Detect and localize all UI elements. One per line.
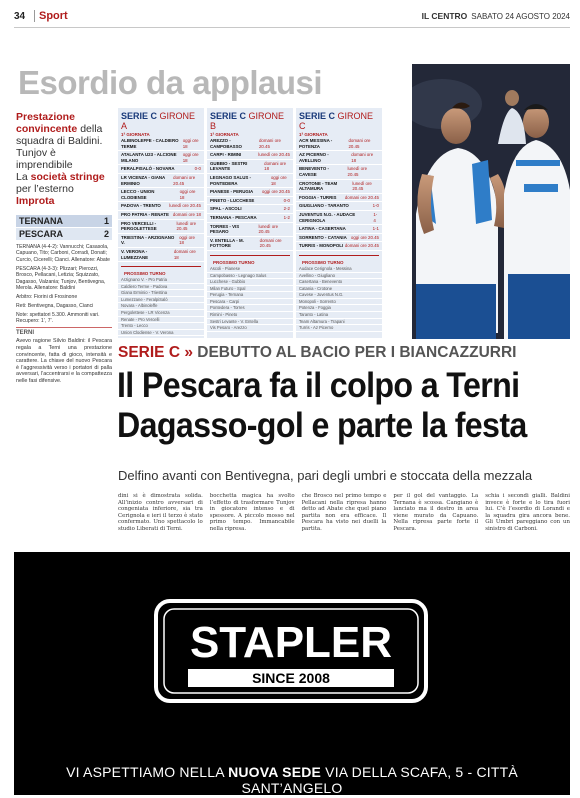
match-teams: LR VICENZA - GIANA ERMINIO [121,174,166,186]
match-result: lunedì ore 20.45 [169,203,201,209]
kicker-series: SERIE C » [118,344,193,361]
next-round-match: Monopoli - Sorrento [296,299,382,306]
match-row [118,138,204,149]
lead-block [16,111,112,207]
match-result: 0-0 [194,166,201,172]
match-result: lunedì ore 20.45 [258,152,290,158]
match-row [207,175,293,186]
match-row [296,235,382,241]
match-separator [207,195,293,197]
match-separator [207,221,293,223]
article-column: dini si è dimostrata solida. All’inizio contro avversari di congeniata inferiore, sia tra Cerignola e ieri il terzo è stato confermato. Uno spettacolo lo studio Liberati di Terni. [118,493,203,532]
score-row-away [16,228,112,240]
match-separator [296,223,382,225]
match-result: oggi ore 20.45 [261,189,290,195]
match-row [118,212,204,218]
next-round-match: Giana Erminio - Triestina [118,290,204,297]
match-row [118,152,204,163]
match-teams: ACR MESSINA - POTENZA [299,138,333,149]
match-separator [118,149,204,151]
match-result: domani ore 20.45 [344,194,379,200]
match-result: domani ore 20.45 [259,237,282,249]
match-row [296,181,382,192]
home-team: TERNANA [19,216,63,226]
match-separator [118,163,204,165]
match-separator [118,218,204,220]
match-row [207,238,293,249]
match-separator [118,186,204,188]
next-round-match: Avellino - Giugliano [296,273,382,280]
next-round-match: Rimini - Pineto [207,312,293,319]
match-separator [118,209,204,211]
match-result: domani ore 20.45 [344,243,379,249]
match-separator [296,240,382,242]
match-result: oggi ore 18 [179,234,195,246]
kicker-text: DEBUTTO AL BACIO PER I BIANCAZZURRI [197,344,517,361]
match-separator [207,235,293,237]
match-separator [296,178,382,180]
next-round-match: Perugia - Ternana [207,292,293,299]
paper-name: IL CENTRO [421,11,468,21]
headline-line-1: Il Pescara fa il colpo a Terni [117,366,520,405]
match-separator [118,172,204,174]
match-separator [118,200,204,202]
match-teams: AREZZO - CAMPOBASSO [210,138,242,149]
lead-text-1: della squadra di Baldini. Tunjov è imprendibile [16,123,103,171]
match-result: domani ore 20.45 [348,138,371,149]
series-label: SERIE C [121,111,158,121]
next-round-match: Pontedera - Torres [207,305,293,312]
match-separator [207,149,293,151]
headline-line-2: Dagasso-gol e parte la festa [117,406,527,445]
match-row [118,249,204,260]
match-teams: PINETO - LUCCHESE [210,197,255,203]
next-round-match: Union Clodiense - V. Verona [118,330,204,337]
girone-label: GIRONE A [121,111,196,131]
match-teams: ATALANTA U23 - ALCIONE MILANO [121,152,177,163]
match-result: oggi ore 20.45 [350,234,379,240]
match-row [118,221,204,232]
match-row [296,166,382,177]
match-result: lunedì ore 20.45 [352,180,372,192]
paper-info [422,11,570,21]
match-separator [207,212,293,214]
next-round-match: Pescara - Carpi [207,299,293,306]
left-body-text: Avevo ragione Silvio Baldini: il Pescara regala a Terni una prestazione convincente, fatta di gioco, intensità e carattere. La chiave del nuovo Pescara è l’aggressività verso i portatori di palla avversari, l’accentrarsi e la compattezza nelle fasi difensive. [16,338,112,385]
next-round-title: PROSSIMO TURNO [299,255,379,266]
article-column: che Brosco nel primo tempo e Pellacani nella ripresa hanno detto ad Abate che quel piano partita non era efficace. Il Pescara ha visto nei duelli la partita. [301,493,387,532]
round-label: 1ª GIORNATA [210,132,239,137]
ad-tag-post: VIA DELLA SCAFA, 5 - CITTÀ SANT’ANGELO [241,764,518,796]
article-column: bocchetta magica ha svolto l’effetto di trasformare Tunjov in giocatore intenso e di spessore. A piccolo mosso nel primo tempo. Immancabile nella ripresa. [209,493,295,532]
match-teams: FOGGIA - TURRIS [299,194,337,200]
next-round-match: Vis Pesaro - Arezzo [207,325,293,332]
match-row [296,138,382,149]
girone-box [118,108,204,338]
match-photo [412,64,570,339]
away-goals: 2 [103,229,109,239]
article-column: schia i secondi gialli. Baldini invece è forte e lo tira fuori lui. C’è l’esordio di Lorandi e la squadra gira ancora bene. Gli Umbri pareggiano con un sinistro di Carboni. [485,493,570,532]
match-result: 0-0 [283,197,290,203]
match-teams: CARPI - RIMINI [210,152,242,158]
ad-brand: STAPLER [189,618,393,667]
match-result: 1-1 [372,226,379,232]
match-result: lunedì ore 20.45 [347,166,368,177]
match-separator [296,232,382,234]
match-separator [118,246,204,248]
scoreboard [16,215,112,240]
match-result: lunedì ore 20.45 [176,220,197,232]
match-separator [207,203,293,205]
match-result: lunedì ore 20.45 [258,223,279,235]
article-kicker [118,344,516,362]
next-round-match: Arzignano V. - Pro Patria [118,277,204,284]
next-round-match: Ascoli - Pianese [207,266,293,273]
ad-tag-pre: VI ASPETTIAMO NELLA [66,764,224,780]
score-row-home [16,215,112,227]
match-separator [296,209,382,211]
article-columns [118,493,570,533]
match-separator [296,249,382,251]
match-separator [296,149,382,151]
match-separator [207,186,293,188]
lead-text-2a: La [16,171,28,183]
ad-since: SINCE 2008 [252,670,330,686]
section-label: Sport [34,10,68,22]
match-row [118,235,204,246]
next-round-match: Milan Futuro - Spal [207,286,293,293]
match-result: domani ore 18 [172,211,201,217]
match-row [296,212,382,223]
match-result: oggi ore 18 [179,189,196,200]
advertisement[interactable] [14,552,570,795]
match-teams: TORRES - VIS PESARO [210,223,240,235]
tabellino-line: Reti: Bentivegna, Dagasso, Cianci [16,302,94,309]
girone-header [118,108,204,131]
girone-header [207,108,293,131]
match-result: 2-2 [283,206,290,212]
match-teams: PADOVA - TRENTO [121,203,161,209]
page-number: 34 [14,11,26,22]
lead-highlight-2: società stringe [30,171,105,183]
match-row [296,243,382,249]
match-separator [296,192,382,194]
ad-tag-bold: NUOVA SEDE [228,764,322,780]
series-label: SERIE C [210,111,247,121]
match-result: domani ore 18 [264,160,287,172]
tabellino-line: PESCARA (4-3-3): Plizzari; Pierozzi, Brosco, Pellacani, Letizia; Squizzato, Dagasso, Valzania; Tunjov, Bentivegna, Merola. Allenatore: Baldini [16,265,106,291]
match-row [207,189,293,195]
match-result: domani ore 20.45 [258,138,281,149]
next-round-match: Casertana - Benevento [296,279,382,286]
girone-box [207,108,293,338]
match-teams: TRIESTINA - ARZIGNANO V. [121,234,175,246]
match-separator [207,249,293,251]
lead-text-2b: per l’esterno [16,183,74,195]
next-round-match: Catania - Crotone [296,286,382,293]
match-result: domani ore 20.45 [173,174,196,186]
match-row [207,224,293,235]
next-round-match: Turris - Az Picerno [296,325,382,332]
match-teams: LECCO - UNION CLODIENSE [121,189,155,200]
next-round-match: Sestri Levante - V. Entella [207,319,293,326]
round-label: 1ª GIORNATA [299,132,328,137]
match-result: 1-4 [373,211,378,223]
banner-title: Esordio da applausi [18,64,323,101]
match-teams: GIUGLIANO - TARANTO [299,203,349,209]
girone-label: GIRONE B [210,111,285,131]
match-separator [118,260,204,262]
ad-tagline [14,764,570,796]
next-round-title: PROSSIMO TURNO [121,266,201,277]
match-teams: TERNANA - PESCARA [210,214,257,220]
match-row [118,175,204,186]
match-teams: LEGNAGO SALUS - PONTEDERA [210,174,251,186]
match-row [207,138,293,149]
round-label: 1ª GIORNATA [121,132,150,137]
tabellino-line: Arbitro: Fiorini di Frosinone [16,293,78,300]
match-row [118,189,204,200]
series-label: SERIE C [299,111,336,121]
next-round-match: Pergolettese - LR Vicenza [118,310,204,317]
article-column: per il gol del vantaggio. La Ternana è scossa. Cangiano è lanciato ma il destro in area viene murato da Capuano. Nella ripresa parte forte il Pescara. [393,493,479,532]
match-separator [207,158,293,160]
match-teams: V. ENTELLA - M. FOTTORE [210,237,244,249]
match-teams: BENEVENTO - CAVESE [299,166,329,177]
match-result: oggi ore 18 [270,174,287,186]
lead-highlight-3: Improta [16,195,55,207]
article-headline [117,366,527,446]
match-teams: PRO VERCELLI - PERGOLETTESE [121,220,157,232]
left-column [16,111,112,385]
next-round-match: Audace Cerignola - Messina [296,266,382,273]
girone-header [296,108,382,131]
match-separator [296,163,382,165]
match-teams: LATINA - CASERTANA [299,226,346,232]
next-round-match: Taranto - Latina [296,312,382,319]
match-result: domani ore 18 [351,152,374,163]
match-teams: V. VERONA - LUMEZZANE [121,248,149,260]
match-result: 1-0 [372,203,379,209]
match-row [296,152,382,163]
match-teams: JUVENTUS N.G. - AUDACE CERIGNOLA [299,211,356,223]
match-result: oggi ore 18 [182,152,199,163]
next-round-match: Renate - Pro Vercelli [118,317,204,324]
match-teams: AZ PICERNO - AVELLINO [299,152,329,163]
match-teams: SORRENTO - CATANIA [299,234,347,240]
match-result: domani ore 18 [173,248,196,260]
next-round-match: Caldiero Terme - Padova [118,284,204,291]
match-teams: FERALPISALÒ - NOVARA [121,166,175,172]
dateline: TERNI [16,327,112,336]
next-round-match: Lucchese - Gubbio [207,279,293,286]
match-row [207,161,293,172]
issue-date: SABATO 24 AGOSTO 2024 [471,12,570,21]
match-sheet [16,244,112,324]
next-round-match: Lumezzane - FeralpiSalò [118,297,204,304]
girone-box [296,108,382,338]
match-separator [118,232,204,234]
match-separator [207,172,293,174]
match-result: oggi ore 18 [182,138,199,149]
next-round-match: Trento - Lecco [118,323,204,330]
stapler-logo [148,593,434,715]
lead-highlight-1: Prestazione convincente [16,111,78,135]
match-teams: PRO PATRIA - RENATE [121,211,169,217]
next-round-match: Campobasso - Legnago Salus [207,273,293,280]
match-teams: GUBBIO - SESTRI LEVANTE [210,160,248,172]
home-goals: 1 [103,216,109,226]
next-round-match: Team Altamura - Trapani [296,319,382,326]
match-teams: CROTONE - TEAM ALTAMURA [299,180,338,192]
next-round-match: Potenza - Foggia [296,305,382,312]
next-round-title: PROSSIMO TURNO [210,255,290,266]
match-teams: ALBINOLEFFE - CALDIERO TERME [121,138,179,149]
tabellino-line: Note: spettatori 5.300. Ammoniti vari. Recupero: 1’, 7’. [16,311,100,325]
match-teams: SPAL - ASCOLI [210,206,242,212]
next-round-match: Cavese - Juventus N.G. [296,292,382,299]
article-deck: Delfino avanti con Bentivegna, pari degli umbri e stoccata della mezzala [118,468,533,483]
players-photo-illustration [412,64,570,339]
match-teams: TURRIS - MONOPOLI [299,243,344,249]
tabellino-line: TERNANA (4-4-2): Vannucchi; Casasola, Capuano, Tito; Carboni, Corradi, Donati; Curcio, Cicerelli; Cianci. Allenatore: Abate [16,244,110,263]
next-round-match: Novara - Albinoleffe [118,303,204,310]
match-result: 1-2 [283,214,290,220]
girone-label: GIRONE C [299,111,374,131]
match-teams: PIANESE - PERUGIA [210,189,254,195]
page-header [14,10,570,28]
away-team: PESCARA [19,229,64,239]
match-separator [296,200,382,202]
